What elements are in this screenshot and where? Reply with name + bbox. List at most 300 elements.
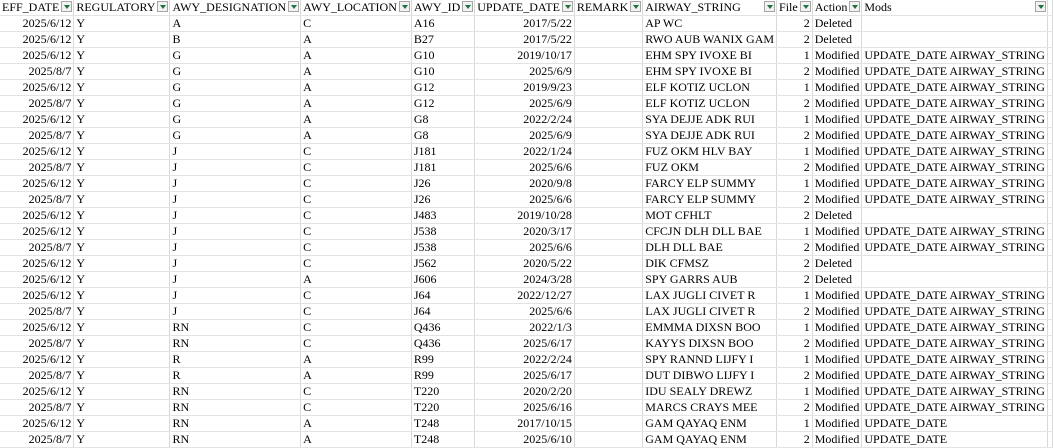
table-cell[interactable]: C	[301, 336, 412, 352]
table-cell[interactable]: SPY GARRS AUB	[643, 272, 777, 288]
table-cell[interactable]: UPDATE_DATE AIRWAY_STRING	[862, 320, 1048, 336]
table-cell[interactable]	[574, 432, 642, 448]
table-cell[interactable]: UPDATE_DATE AIRWAY_STRING	[862, 176, 1048, 192]
table-cell[interactable]: FUZ OKM HLV BAY	[643, 144, 777, 160]
table-cell[interactable]: C	[301, 256, 412, 272]
table-cell[interactable]: R99	[411, 352, 474, 368]
table-cell[interactable]: UPDATE_DATE AIRWAY_STRING	[862, 304, 1048, 320]
table-cell[interactable]: Modified	[812, 128, 862, 144]
table-cell[interactable]: 2017/5/22	[475, 32, 575, 48]
table-cell[interactable]: C	[301, 160, 412, 176]
table-cell[interactable]	[574, 128, 642, 144]
table-cell[interactable]: 2025/6/6	[475, 304, 575, 320]
filter-dropdown-icon[interactable]	[562, 1, 573, 12]
table-cell[interactable]	[574, 192, 642, 208]
table-cell[interactable]: G	[170, 96, 301, 112]
table-cell[interactable]: 2025/6/12	[0, 112, 74, 128]
table-cell[interactable]: 2025/8/7	[0, 240, 74, 256]
table-cell[interactable]: Modified	[812, 416, 862, 432]
table-cell[interactable]: EHM SPY IVOXE BI	[643, 48, 777, 64]
filter-dropdown-icon[interactable]	[157, 1, 168, 12]
column-header[interactable]	[777, 0, 813, 16]
table-cell[interactable]: T220	[411, 400, 474, 416]
table-cell[interactable]	[574, 368, 642, 384]
table-cell[interactable]: G	[170, 48, 301, 64]
table-cell[interactable]: C	[301, 208, 412, 224]
table-cell[interactable]: J	[170, 176, 301, 192]
column-header[interactable]	[411, 0, 474, 16]
table-cell[interactable]: A	[301, 48, 412, 64]
table-cell[interactable]: C	[301, 304, 412, 320]
table-cell[interactable]: RN	[170, 336, 301, 352]
table-cell[interactable]: 2	[777, 192, 813, 208]
table-cell[interactable]: Y	[74, 160, 170, 176]
table-cell[interactable]: A	[301, 272, 412, 288]
table-cell[interactable]: A	[170, 16, 301, 32]
table-cell[interactable]: Y	[74, 416, 170, 432]
table-cell[interactable]	[574, 240, 642, 256]
table-cell[interactable]: ELF KOTIZ UCLON	[643, 80, 777, 96]
column-header[interactable]	[862, 0, 1048, 16]
table-cell[interactable]: C	[301, 144, 412, 160]
table-cell[interactable]: Q436	[411, 320, 474, 336]
table-cell[interactable]: SYA DEJJE ADK RUI	[643, 128, 777, 144]
table-cell[interactable]: Y	[74, 32, 170, 48]
table-cell[interactable]: G	[170, 128, 301, 144]
table-cell[interactable]: 1	[777, 288, 813, 304]
table-cell[interactable]: Y	[74, 48, 170, 64]
table-cell[interactable]: C	[301, 224, 412, 240]
table-cell[interactable]: J606	[411, 272, 474, 288]
table-cell[interactable]	[574, 336, 642, 352]
table-cell[interactable]: UPDATE_DATE AIRWAY_STRING	[862, 112, 1048, 128]
table-cell[interactable]	[574, 320, 642, 336]
table-cell[interactable]: RWO AUB WANIX GAM	[643, 32, 777, 48]
table-cell[interactable]: G10	[411, 64, 474, 80]
empty-cell[interactable]	[1047, 304, 1052, 320]
table-cell[interactable]: 1	[777, 320, 813, 336]
empty-cell[interactable]	[1047, 96, 1052, 112]
table-cell[interactable]: RN	[170, 384, 301, 400]
table-cell[interactable]: Y	[74, 352, 170, 368]
table-cell[interactable]: 2025/6/12	[0, 288, 74, 304]
table-cell[interactable]: 2019/10/28	[475, 208, 575, 224]
table-cell[interactable]: 2025/6/12	[0, 176, 74, 192]
table-cell[interactable]: Modified	[812, 144, 862, 160]
table-cell[interactable]: G12	[411, 96, 474, 112]
table-cell[interactable]: J	[170, 240, 301, 256]
table-cell[interactable]: Modified	[812, 80, 862, 96]
table-cell[interactable]: 2025/6/12	[0, 144, 74, 160]
empty-cell[interactable]	[1047, 16, 1052, 32]
table-cell[interactable]	[574, 96, 642, 112]
table-cell[interactable]: Y	[74, 272, 170, 288]
empty-cell[interactable]	[1047, 144, 1052, 160]
table-cell[interactable]: 2	[777, 160, 813, 176]
table-cell[interactable]: Deleted	[812, 16, 862, 32]
table-cell[interactable]: 2019/9/23	[475, 80, 575, 96]
table-cell[interactable]: DLH DLL BAE	[643, 240, 777, 256]
table-cell[interactable]: 2020/3/17	[475, 224, 575, 240]
table-cell[interactable]: J26	[411, 176, 474, 192]
empty-cell[interactable]	[1047, 224, 1052, 240]
empty-cell[interactable]	[1047, 112, 1052, 128]
table-cell[interactable]: 2	[777, 64, 813, 80]
table-cell[interactable]: 2	[777, 304, 813, 320]
table-cell[interactable]: Modified	[812, 48, 862, 64]
table-cell[interactable]: Y	[74, 224, 170, 240]
empty-cell[interactable]	[1047, 256, 1052, 272]
column-header[interactable]	[812, 0, 862, 16]
table-cell[interactable]: 2025/6/9	[475, 128, 575, 144]
table-cell[interactable]: C	[301, 240, 412, 256]
table-cell[interactable]: A	[301, 432, 412, 448]
table-cell[interactable]: J26	[411, 192, 474, 208]
table-cell[interactable]: G8	[411, 128, 474, 144]
empty-cell[interactable]	[1047, 368, 1052, 384]
table-cell[interactable]: Y	[74, 256, 170, 272]
table-cell[interactable]: Y	[74, 176, 170, 192]
table-cell[interactable]: 2025/8/7	[0, 432, 74, 448]
table-cell[interactable]: Y	[74, 208, 170, 224]
table-cell[interactable]: Modified	[812, 352, 862, 368]
table-cell[interactable]: KAYYS DIXSN BOO	[643, 336, 777, 352]
table-cell[interactable]: J	[170, 160, 301, 176]
table-cell[interactable]: J562	[411, 256, 474, 272]
table-cell[interactable]: Y	[74, 240, 170, 256]
table-cell[interactable]: 2025/6/12	[0, 48, 74, 64]
table-cell[interactable]	[574, 208, 642, 224]
table-cell[interactable]: G10	[411, 48, 474, 64]
table-cell[interactable]: 2025/6/12	[0, 80, 74, 96]
table-cell[interactable]: G	[170, 80, 301, 96]
table-cell[interactable]: Y	[74, 320, 170, 336]
table-cell[interactable]: 2022/2/24	[475, 112, 575, 128]
table-cell[interactable]: Modified	[812, 368, 862, 384]
table-cell[interactable]: RN	[170, 400, 301, 416]
table-cell[interactable]: 2	[777, 128, 813, 144]
table-cell[interactable]	[574, 224, 642, 240]
empty-cell[interactable]	[1047, 128, 1052, 144]
table-cell[interactable]: Modified	[812, 112, 862, 128]
filter-dropdown-icon[interactable]	[849, 1, 860, 12]
table-cell[interactable]: 2025/6/9	[475, 96, 575, 112]
table-cell[interactable]: 2025/6/16	[475, 400, 575, 416]
table-cell[interactable]: J	[170, 256, 301, 272]
table-cell[interactable]	[574, 48, 642, 64]
table-cell[interactable]: 2017/10/15	[475, 416, 575, 432]
table-cell[interactable]: G	[170, 112, 301, 128]
table-cell[interactable]: Q436	[411, 336, 474, 352]
table-cell[interactable]: 2025/6/12	[0, 16, 74, 32]
table-cell[interactable]: Modified	[812, 400, 862, 416]
table-cell[interactable]: Modified	[812, 96, 862, 112]
table-cell[interactable]: J	[170, 208, 301, 224]
table-cell[interactable]: UPDATE_DATE AIRWAY_STRING	[862, 128, 1048, 144]
table-cell[interactable]: 2025/6/12	[0, 384, 74, 400]
table-cell[interactable]: 2025/6/12	[0, 320, 74, 336]
table-cell[interactable]: 1	[777, 80, 813, 96]
empty-cell[interactable]	[1047, 336, 1052, 352]
empty-cell[interactable]	[1047, 80, 1052, 96]
column-header[interactable]	[475, 0, 575, 16]
table-cell[interactable]: RN	[170, 416, 301, 432]
table-cell[interactable]: Modified	[812, 304, 862, 320]
column-header[interactable]	[0, 0, 74, 16]
table-cell[interactable]: Modified	[812, 224, 862, 240]
table-cell[interactable]	[574, 272, 642, 288]
table-cell[interactable]: A	[301, 352, 412, 368]
table-cell[interactable]: R99	[411, 368, 474, 384]
table-cell[interactable]: 2025/6/12	[0, 256, 74, 272]
table-cell[interactable]: 2025/6/12	[0, 352, 74, 368]
table-cell[interactable]: Modified	[812, 176, 862, 192]
table-cell[interactable]: SYA DEJJE ADK RUI	[643, 112, 777, 128]
table-cell[interactable]: J483	[411, 208, 474, 224]
table-cell[interactable]: 2	[777, 368, 813, 384]
table-cell[interactable]: Y	[74, 368, 170, 384]
empty-cell[interactable]	[1047, 416, 1052, 432]
table-cell[interactable]: AP WC	[643, 16, 777, 32]
filter-dropdown-icon[interactable]	[399, 1, 410, 12]
table-cell[interactable]: UPDATE_DATE AIRWAY_STRING	[862, 352, 1048, 368]
table-cell[interactable]: J	[170, 304, 301, 320]
table-cell[interactable]: A	[301, 80, 412, 96]
table-cell[interactable]: UPDATE_DATE AIRWAY_STRING	[862, 144, 1048, 160]
table-cell[interactable]: 2025/8/7	[0, 304, 74, 320]
table-cell[interactable]: 2025/8/7	[0, 96, 74, 112]
table-cell[interactable]: 2022/1/24	[475, 144, 575, 160]
table-cell[interactable]	[574, 16, 642, 32]
table-cell[interactable]: Modified	[812, 192, 862, 208]
table-cell[interactable]: 2020/5/22	[475, 256, 575, 272]
filter-dropdown-icon[interactable]	[630, 1, 641, 12]
table-cell[interactable]: 1	[777, 48, 813, 64]
table-cell[interactable]: 2025/6/17	[475, 336, 575, 352]
table-cell[interactable]: Deleted	[812, 208, 862, 224]
table-cell[interactable]: 2	[777, 32, 813, 48]
table-cell[interactable]: UPDATE_DATE AIRWAY_STRING	[862, 48, 1048, 64]
filter-dropdown-icon[interactable]	[462, 1, 473, 12]
table-cell[interactable]: C	[301, 288, 412, 304]
table-cell[interactable]: Y	[74, 384, 170, 400]
table-cell[interactable]: Deleted	[812, 32, 862, 48]
table-cell[interactable]: Y	[74, 192, 170, 208]
table-cell[interactable]: Modified	[812, 320, 862, 336]
table-cell[interactable]: C	[301, 192, 412, 208]
table-cell[interactable]: J538	[411, 240, 474, 256]
table-cell[interactable]: Modified	[812, 432, 862, 448]
table-cell[interactable]: Modified	[812, 384, 862, 400]
table-cell[interactable]: EHM SPY IVOXE BI	[643, 64, 777, 80]
table-cell[interactable]: FUZ OKM	[643, 160, 777, 176]
table-cell[interactable]: 2	[777, 240, 813, 256]
table-cell[interactable]: UPDATE_DATE	[862, 432, 1048, 448]
table-cell[interactable]: B27	[411, 32, 474, 48]
column-header[interactable]	[301, 0, 412, 16]
empty-cell[interactable]	[1047, 288, 1052, 304]
empty-cell[interactable]	[1047, 272, 1052, 288]
table-cell[interactable]: Y	[74, 336, 170, 352]
table-cell[interactable]: GAM QAYAQ ENM	[643, 432, 777, 448]
table-cell[interactable]: RN	[170, 432, 301, 448]
table-cell[interactable]: T248	[411, 416, 474, 432]
table-cell[interactable]: A16	[411, 16, 474, 32]
table-cell[interactable]: ELF KOTIZ UCLON	[643, 96, 777, 112]
table-cell[interactable]: 2025/6/12	[0, 32, 74, 48]
filter-dropdown-icon[interactable]	[1035, 1, 1046, 12]
empty-cell[interactable]	[1047, 192, 1052, 208]
empty-cell[interactable]	[1047, 160, 1052, 176]
table-cell[interactable]: A	[301, 416, 412, 432]
table-cell[interactable]: 2025/8/7	[0, 336, 74, 352]
table-cell[interactable]: J64	[411, 288, 474, 304]
table-cell[interactable]: 2020/9/8	[475, 176, 575, 192]
table-cell[interactable]: UPDATE_DATE AIRWAY_STRING	[862, 96, 1048, 112]
table-cell[interactable]: A	[301, 112, 412, 128]
empty-cell[interactable]	[1047, 320, 1052, 336]
table-cell[interactable]: T220	[411, 384, 474, 400]
table-cell[interactable]: 2025/6/12	[0, 416, 74, 432]
table-cell[interactable]: DUT DIBWO LIJFY I	[643, 368, 777, 384]
table-cell[interactable]: G12	[411, 80, 474, 96]
table-cell[interactable]: 2	[777, 336, 813, 352]
table-cell[interactable]	[574, 144, 642, 160]
table-cell[interactable]: 2025/8/7	[0, 192, 74, 208]
table-cell[interactable]: A	[301, 64, 412, 80]
empty-cell[interactable]	[1047, 0, 1052, 16]
table-cell[interactable]: 2019/10/17	[475, 48, 575, 64]
table-cell[interactable]	[574, 384, 642, 400]
table-cell[interactable]: 1	[777, 144, 813, 160]
table-cell[interactable]: Deleted	[812, 272, 862, 288]
table-cell[interactable]: UPDATE_DATE AIRWAY_STRING	[862, 288, 1048, 304]
table-cell[interactable]: FARCY ELP SUMMY	[643, 176, 777, 192]
table-cell[interactable]: UPDATE_DATE AIRWAY_STRING	[862, 336, 1048, 352]
table-cell[interactable]: 2	[777, 432, 813, 448]
table-cell[interactable]: B	[170, 32, 301, 48]
table-cell[interactable]: UPDATE_DATE AIRWAY_STRING	[862, 384, 1048, 400]
table-cell[interactable]: Y	[74, 304, 170, 320]
table-cell[interactable]: Y	[74, 400, 170, 416]
table-cell[interactable]: UPDATE_DATE AIRWAY_STRING	[862, 368, 1048, 384]
table-cell[interactable]: 2025/8/7	[0, 160, 74, 176]
empty-cell[interactable]	[1047, 432, 1052, 448]
column-header[interactable]	[74, 0, 170, 16]
table-cell[interactable]: C	[301, 320, 412, 336]
table-cell[interactable]: 2025/6/6	[475, 240, 575, 256]
table-cell[interactable]: FARCY ELP SUMMY	[643, 192, 777, 208]
table-cell[interactable]	[574, 352, 642, 368]
table-cell[interactable]: C	[301, 384, 412, 400]
table-cell[interactable]: 2	[777, 400, 813, 416]
table-cell[interactable]: J538	[411, 224, 474, 240]
table-cell[interactable]: 2017/5/22	[475, 16, 575, 32]
table-cell[interactable]: Deleted	[812, 256, 862, 272]
table-cell[interactable]: Modified	[812, 336, 862, 352]
table-cell[interactable]: G8	[411, 112, 474, 128]
table-cell[interactable]	[862, 208, 1048, 224]
empty-cell[interactable]	[1047, 48, 1052, 64]
table-cell[interactable]	[574, 80, 642, 96]
table-cell[interactable]: 2025/6/10	[475, 432, 575, 448]
empty-cell[interactable]	[1047, 400, 1052, 416]
table-cell[interactable]: 1	[777, 176, 813, 192]
table-cell[interactable]: 2025/6/12	[0, 272, 74, 288]
table-cell[interactable]	[574, 416, 642, 432]
table-cell[interactable]: UPDATE_DATE AIRWAY_STRING	[862, 160, 1048, 176]
empty-cell[interactable]	[1047, 176, 1052, 192]
table-cell[interactable]	[862, 32, 1048, 48]
empty-cell[interactable]	[1047, 208, 1052, 224]
table-cell[interactable]: 1	[777, 384, 813, 400]
table-cell[interactable]: LAX JUGLI CIVET R	[643, 288, 777, 304]
table-cell[interactable]: Modified	[812, 64, 862, 80]
table-cell[interactable]: G	[170, 64, 301, 80]
table-cell[interactable]: J	[170, 224, 301, 240]
table-cell[interactable]: R	[170, 368, 301, 384]
filter-dropdown-icon[interactable]	[764, 1, 775, 12]
table-cell[interactable]: 2025/8/7	[0, 400, 74, 416]
table-cell[interactable]: RN	[170, 320, 301, 336]
table-cell[interactable]: Y	[74, 432, 170, 448]
table-cell[interactable]	[862, 16, 1048, 32]
table-cell[interactable]: Modified	[812, 160, 862, 176]
table-cell[interactable]: Y	[74, 80, 170, 96]
table-cell[interactable]: J	[170, 288, 301, 304]
table-cell[interactable]: J64	[411, 304, 474, 320]
filter-dropdown-icon[interactable]	[800, 1, 811, 12]
empty-cell[interactable]	[1047, 384, 1052, 400]
table-cell[interactable]	[574, 32, 642, 48]
table-cell[interactable]: 2025/6/17	[475, 368, 575, 384]
empty-cell[interactable]	[1047, 352, 1052, 368]
table-cell[interactable]: A	[301, 96, 412, 112]
table-cell[interactable]: UPDATE_DATE AIRWAY_STRING	[862, 64, 1048, 80]
table-cell[interactable]: J	[170, 144, 301, 160]
table-cell[interactable]: 2025/8/7	[0, 128, 74, 144]
table-cell[interactable]: R	[170, 352, 301, 368]
table-cell[interactable]: 2	[777, 272, 813, 288]
table-cell[interactable]	[574, 64, 642, 80]
table-cell[interactable]: T248	[411, 432, 474, 448]
table-cell[interactable]: 2	[777, 256, 813, 272]
table-cell[interactable]: 2	[777, 208, 813, 224]
table-cell[interactable]: 2025/8/7	[0, 368, 74, 384]
table-cell[interactable]: UPDATE_DATE AIRWAY_STRING	[862, 80, 1048, 96]
table-cell[interactable]: Modified	[812, 240, 862, 256]
table-cell[interactable]: GAM QAYAQ ENM	[643, 416, 777, 432]
table-cell[interactable]: 2025/6/6	[475, 160, 575, 176]
table-cell[interactable]: IDU SEALY DREWZ	[643, 384, 777, 400]
table-cell[interactable]	[574, 112, 642, 128]
table-cell[interactable]	[574, 400, 642, 416]
table-cell[interactable]: C	[301, 176, 412, 192]
table-cell[interactable]: 2025/6/12	[0, 208, 74, 224]
table-cell[interactable]: J181	[411, 144, 474, 160]
table-cell[interactable]: Y	[74, 16, 170, 32]
table-cell[interactable]: 2025/6/9	[475, 64, 575, 80]
empty-cell[interactable]	[1047, 240, 1052, 256]
column-header[interactable]	[170, 0, 301, 16]
table-cell[interactable]: 1	[777, 112, 813, 128]
table-cell[interactable]	[574, 304, 642, 320]
table-cell[interactable]: MOT CFHLT	[643, 208, 777, 224]
column-header[interactable]	[643, 0, 777, 16]
filter-dropdown-icon[interactable]	[61, 1, 72, 12]
table-cell[interactable]: 2024/3/28	[475, 272, 575, 288]
table-cell[interactable]: UPDATE_DATE AIRWAY_STRING	[862, 224, 1048, 240]
